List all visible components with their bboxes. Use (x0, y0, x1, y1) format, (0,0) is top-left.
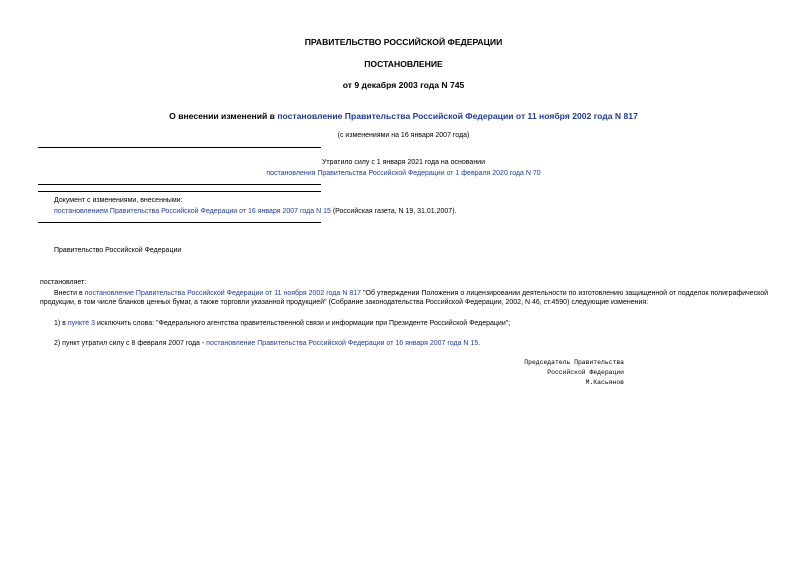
item1-rest: исключить слова: "Федерального агентства правительственной связи и информации при Президенте Российской Федерации"; (95, 320, 511, 327)
expired-note: Утратило силу с 1 января 2021 года на основании (321, 159, 486, 166)
document-title (0, 111, 807, 122)
expired-link[interactable]: постановления Правительства Российской Федерации от 1 февраля 2020 года N 70 (266, 170, 541, 177)
p1-link[interactable]: постановление Правительства Российской Федерации от 11 ноября 2002 года N 817 (84, 290, 362, 297)
separator-line (38, 191, 321, 192)
separator-line (38, 222, 321, 223)
document-date: от 9 декабря 2003 года N 745 (342, 80, 465, 90)
amended-line (54, 207, 456, 216)
signature-title: Председатель Правительства (524, 359, 624, 366)
separator-line (38, 184, 321, 185)
item-2 (54, 339, 480, 348)
item2-start: 2) пункт утратил силу с 8 февраля 2007 года - (54, 340, 207, 347)
item1-link[interactable]: пункте 3 (67, 320, 95, 327)
expired-link-line (0, 169, 807, 178)
signature-name: М.Касьянов (585, 378, 624, 386)
amended-source: (Российская газета, N 19, 31.01.2007). (330, 208, 457, 215)
document-type: ПОСТАНОВЛЕНИЕ (364, 59, 443, 69)
issuer: Правительство Российской Федерации (54, 247, 182, 254)
p1-rest: "Об утверждении Положения о лицензировании деятельности по изготовлению защищенной от подделок полиграфической продукции, в том числе бланков ценных бумаг, а также торговли указанной продукцией" (Собрание законодательства Российской Федерации, 2002, N 46, ст.4590) следующие изменения: (40, 290, 769, 307)
amended-link[interactable]: постановлением Правительства Российской Федерации от 16 января 2007 года N 15 (54, 208, 331, 215)
resolves: постановляет: (40, 279, 87, 286)
item1-start: 1) в (54, 320, 68, 327)
signature-block (430, 358, 624, 388)
title-prefix: О внесении изменений в (169, 111, 278, 121)
p1-start: Внести в (54, 290, 85, 297)
title-link[interactable]: постановление Правительства Российской Федерации от 11 ноября 2002 года N 817 (277, 111, 638, 121)
revision-note: (с изменениями на 16 января 2007 года) (337, 132, 470, 139)
item-1 (54, 319, 510, 328)
amended-label: Документ с изменениями, внесенными: (54, 197, 183, 204)
paragraph-1 (40, 289, 768, 307)
item2-end: . (478, 340, 481, 347)
government-heading: ПРАВИТЕЛЬСТВО РОССИЙСКОЙ ФЕДЕРАЦИИ (304, 37, 503, 47)
signature-org: Российской Федерации (547, 368, 624, 376)
separator-line (38, 147, 321, 148)
item2-link[interactable]: постановление Правительства Российской Федерации от 16 января 2007 года N 15 (206, 340, 479, 347)
